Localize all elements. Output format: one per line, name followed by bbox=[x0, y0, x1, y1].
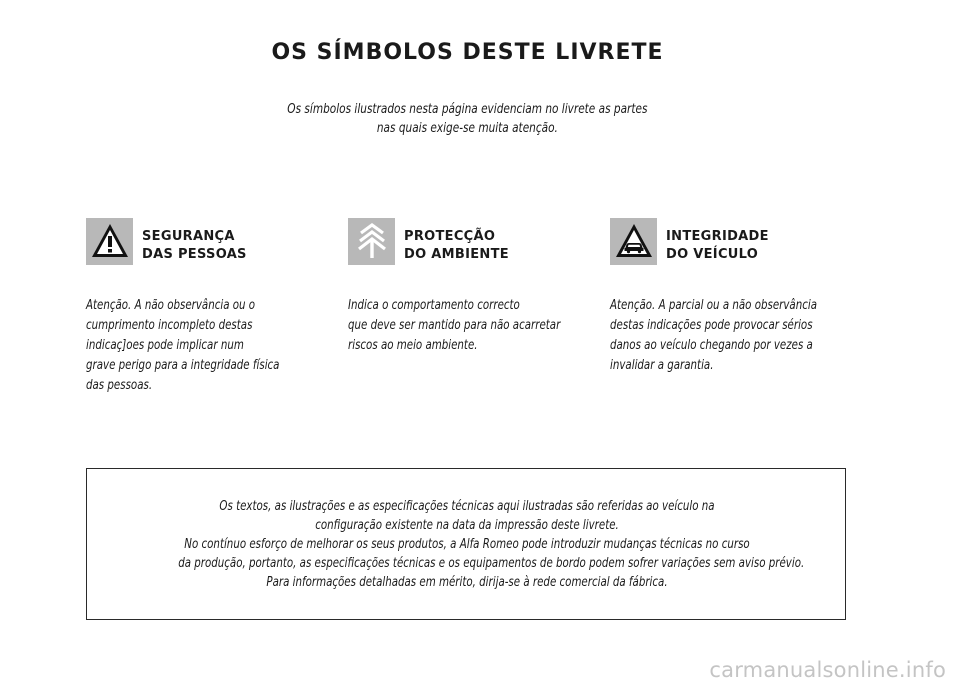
watermark: carmanualsonline.info bbox=[709, 658, 946, 682]
symbol-description bbox=[610, 295, 838, 375]
description-line: Indica o comportamento correcto bbox=[348, 297, 520, 313]
symbol-title-line: SEGURANÇA bbox=[142, 229, 235, 244]
symbol-title-line: DO VEÍCULO bbox=[666, 247, 759, 262]
symbol-description bbox=[86, 295, 314, 395]
warning-triangle-icon bbox=[86, 218, 133, 265]
notice-line: configuração existente na data da impressão deste livrete. bbox=[315, 517, 619, 533]
symbol-description bbox=[348, 295, 576, 355]
notice-line: No contínuo esforço de melhorar os seus produtos, a Alfa Romeo pode introduzir mudanças técnicas no curso bbox=[184, 536, 750, 552]
description-line: Atenção. A não observância ou o bbox=[86, 297, 256, 313]
symbol-title-line: DAS PESSOAS bbox=[142, 247, 247, 262]
description-line: grave perigo para a integridade física bbox=[86, 357, 280, 373]
symbol-title-line: INTEGRIDADE bbox=[666, 229, 769, 244]
notice-box bbox=[86, 468, 846, 620]
symbol-title bbox=[666, 228, 769, 264]
notice-line: da produção, portanto, as especificações técnicas e os equipamentos de bordo podem sofrer variações sem aviso prévio. bbox=[178, 555, 805, 571]
description-line: das pessoas. bbox=[86, 377, 153, 393]
intro-line: nas quais exige-se muita atenção. bbox=[376, 120, 558, 136]
description-line: que deve ser mantido para não acarretar bbox=[348, 317, 561, 333]
description-line: danos ao veículo chegando por vezes a bbox=[610, 337, 813, 353]
notice-line: Para informações detalhadas em mérito, dirija-se à rede comercial da fábrica. bbox=[266, 574, 668, 590]
description-line: destas indicações pode provocar sérios bbox=[610, 317, 813, 333]
car-warning-triangle-icon bbox=[610, 218, 657, 265]
fir-tree-icon bbox=[348, 218, 395, 265]
symbol-safety-people bbox=[86, 217, 326, 395]
description-line: cumprimento incompleto destas bbox=[86, 317, 253, 333]
description-line: invalidar a garantia. bbox=[610, 357, 714, 373]
symbol-environment-protection bbox=[348, 217, 588, 355]
description-line: indicaç]oes pode implicar num bbox=[86, 337, 244, 353]
symbol-title-line: DO AMBIENTE bbox=[404, 247, 509, 262]
intro-line: Os símbolos ilustrados nesta página evidenciam no livrete as partes bbox=[287, 101, 648, 117]
notice-line: Os textos, as ilustrações e as especificações técnicas aqui ilustradas são referidas ao veículo na bbox=[219, 498, 715, 514]
intro-text bbox=[103, 100, 832, 138]
description-line: riscos ao meio ambiente. bbox=[348, 337, 478, 353]
symbol-vehicle-integrity bbox=[610, 217, 850, 375]
page-title: OS SÍMBOLOS DESTE LIVRETE bbox=[271, 40, 664, 65]
symbol-header bbox=[610, 217, 850, 265]
symbol-header bbox=[348, 217, 588, 265]
symbol-header bbox=[86, 217, 326, 265]
symbol-title-line: PROTECÇÃO bbox=[404, 229, 496, 244]
description-line: Atenção. A parcial ou a não observância bbox=[610, 297, 818, 313]
notice-text bbox=[178, 497, 805, 592]
symbol-title bbox=[404, 228, 509, 264]
symbol-title bbox=[142, 228, 247, 264]
